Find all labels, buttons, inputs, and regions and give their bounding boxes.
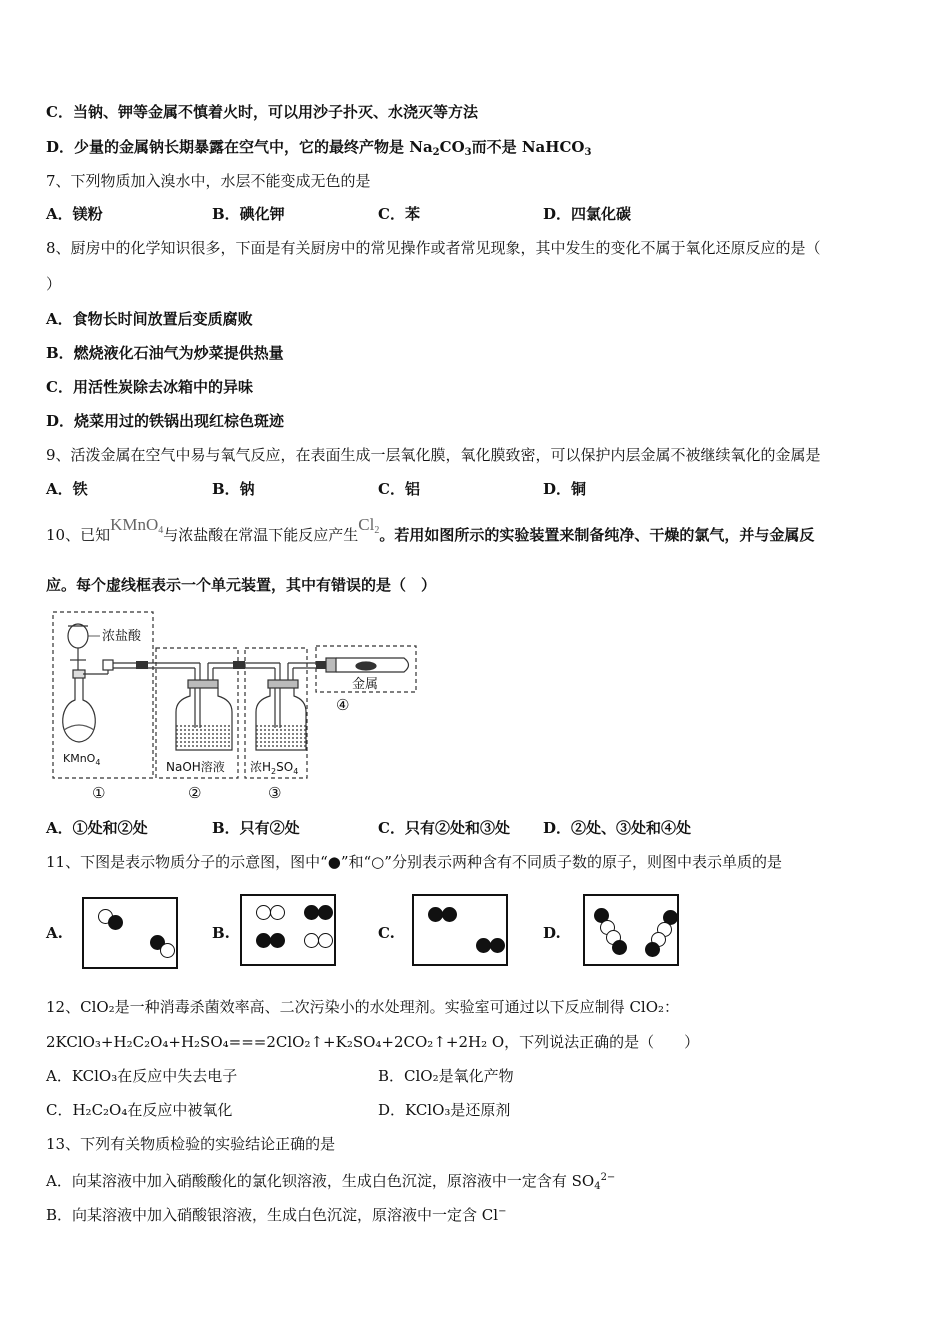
q11-box-d [583, 894, 679, 966]
filled-atom [318, 905, 333, 920]
label-metal: 金属 [352, 677, 379, 692]
hollow-atom [318, 933, 333, 948]
tube-stopper [326, 658, 336, 672]
q8-option-b: B．燃烧液化石油气为炒菜提供热量 [46, 344, 284, 362]
q12-equation: 2KClO₃+H₂C₂O₄+H₂SO₄===2ClO₂↑+K₂SO₄+2CO₂↑+2H₂ O，下列说法正确的是（ ） [46, 1033, 700, 1051]
separatory-funnel [68, 624, 88, 648]
q12-option-a: A．KClO₃在反应中失去电子 [46, 1067, 238, 1085]
q12-stem: 12、ClO₂是一种消毒杀菌效率高、二次污染小的水处理剂。实验室可通过以下反应制得 ClO₂： [46, 998, 680, 1016]
q8-option-a: A．食物长时间放置后变质腐败 [46, 310, 253, 328]
q13-option-a: A．向某溶液中加入硝酸酸化的氯化钡溶液，生成白色沉淀，原溶液中一定含有 $SO_4^{2-}$ [46, 1172, 616, 1192]
chlorine-apparatus-diagram [48, 608, 428, 808]
q7-option-a: A．镁粉 [46, 205, 103, 223]
filled-atom [645, 942, 660, 957]
label-hcl: 浓盐酸 [102, 629, 142, 644]
q11-label-a: A. [46, 924, 63, 942]
q13-stem: 13、下列有关物质检验的实验结论正确的是 [46, 1135, 336, 1153]
q7-option-c: C．苯 [378, 205, 420, 223]
hollow-atom [160, 943, 175, 958]
metal-sample [356, 662, 376, 670]
q10-option-d: D．②处、③处和④处 [543, 819, 692, 837]
q11-label-b: B. [212, 924, 230, 942]
q7-stem: 7、下列物质加入溴水中，水层不能变成无色的是 [46, 172, 371, 190]
hollow-atom [270, 905, 285, 920]
q6-option-d: D．少量的金属钠长期暴露在空气中，它的最终产物是 $Na_2CO_3$而不是 NaHCO$_3$ [46, 138, 592, 158]
label-naoh: NaOH溶液 [166, 760, 225, 774]
cl2-formula: $Cl_2$ [358, 515, 380, 536]
bottle-3-stopper [268, 680, 298, 688]
q11-label-d: D. [543, 924, 561, 942]
q11-label-c: C. [378, 924, 395, 942]
q9-option-a: A．铁 [46, 480, 88, 498]
bottle-2-stopper [188, 680, 218, 688]
label-unit-1: ① [92, 784, 106, 802]
q11-box-b [240, 894, 336, 966]
filled-atom [270, 933, 285, 948]
q6-option-c: C．当钠、钾等金属不慎着火时，可以用沙子扑灭、水浇灭等方法 [46, 103, 478, 121]
q8-option-c: C．用活性炭除去冰箱中的异味 [46, 378, 253, 396]
round-bottom-flask [63, 678, 96, 742]
label-kmno4: KMnO$_4$ [63, 752, 101, 767]
q7-option-d: D．四氯化碳 [543, 205, 632, 223]
q10-option-b: B．只有②处 [212, 819, 300, 837]
naoh-wash-bottle [176, 688, 232, 750]
q10-stem-line2: 应。每个虚线框表示一个单元装置，其中有错误的是（ ） [46, 576, 437, 594]
h2so4-drying-bottle [256, 688, 306, 750]
q9-option-d: D．铜 [543, 480, 587, 498]
q7-option-b: B．碘化钾 [212, 205, 285, 223]
q10-option-c: C．只有②处和③处 [378, 819, 510, 837]
hollow-atom [256, 905, 271, 920]
q12-option-b: B．ClO₂是氧化产物 [378, 1067, 514, 1085]
q13-option-b: B．向某溶液中加入硝酸银溶液，生成白色沉淀，原溶液中一定含 Cl− [46, 1206, 507, 1224]
q9-option-c: C．铝 [378, 480, 420, 498]
q9-option-b: B．钠 [212, 480, 255, 498]
hollow-atom [304, 933, 319, 948]
q11-stem: 11、下图是表示物质分子的示意图，图中“●”和“○”分别表示两种含有不同质子数的原子，则图中表示单质的是 [46, 853, 782, 871]
filled-atom [476, 938, 491, 953]
q12-option-c: C．H₂C₂O₄在反应中被氧化 [46, 1101, 233, 1119]
kmno4-formula: KMnO$_4$ [110, 515, 164, 536]
filled-atom [304, 905, 319, 920]
q8-stem: 8、厨房中的化学知识很多，下面是有关厨房中的常见操作或者常见现象，其中发生的变化不属于氧化还原反应的是（ [46, 239, 821, 257]
label-h2so4: 浓$H_2SO_4$ [250, 760, 299, 776]
q10-option-a: A．①处和②处 [46, 819, 148, 837]
filled-atom [428, 907, 443, 922]
q11-box-c [412, 894, 508, 966]
q10-stem-line1: 10、已知KMnO$_4$与浓盐酸在常温下能反应产生$Cl_2$。若用如图所示的实验装置来制备纯净、干燥的氯气，并与金属反 [46, 515, 815, 544]
q12-option-d: D．KClO₃是还原剂 [378, 1101, 511, 1119]
filled-atom [108, 915, 123, 930]
filled-atom [490, 938, 505, 953]
filled-atom [612, 940, 627, 955]
label-unit-4: ④ [336, 696, 350, 714]
q8-option-d: D．烧菜用过的铁锅出现红棕色斑迹 [46, 412, 285, 430]
q8-stem-end: ） [46, 275, 62, 293]
filled-atom [442, 907, 457, 922]
q9-stem: 9、活泼金属在空气中易与氧气反应，在表面生成一层氧化膜，氧化膜致密，可以保护内层金属不被继续氧化的金属是 [46, 446, 821, 464]
q11-box-a [82, 897, 178, 969]
label-unit-3: ③ [268, 784, 282, 802]
filled-atom [256, 933, 271, 948]
label-unit-2: ② [188, 784, 202, 802]
